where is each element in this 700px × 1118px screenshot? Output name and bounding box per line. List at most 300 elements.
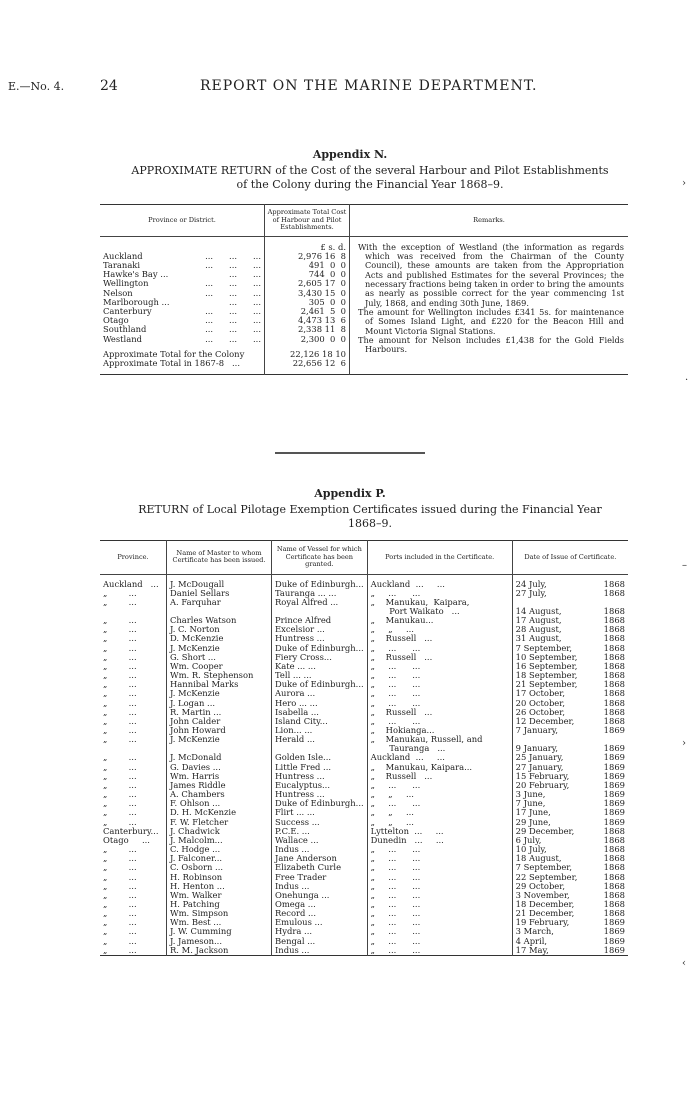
province-cell: „ ... [100, 900, 167, 909]
province-cell: „ ... [100, 772, 167, 781]
remark-text: The amount for Nelson includes £1,438 for the Gold Fields Harbours. [358, 334, 624, 355]
issue-date: 16 September, [515, 661, 578, 671]
issue-date: 29 October, [515, 881, 566, 891]
ports-cell: „ ... ... [367, 909, 512, 918]
issue-date: 10 September, [515, 652, 578, 662]
issue-year: 1868 [603, 890, 625, 900]
table-row [100, 790, 628, 799]
leader-dots: ... ... ... [205, 259, 261, 270]
appendix-p-title [110, 503, 630, 531]
province-cell: „ ... [100, 790, 167, 799]
issue-year: 1869 [603, 762, 625, 772]
appendix-p-title-line2: 1868–9. [348, 517, 392, 530]
province-cell: „ ... [100, 625, 167, 634]
page-header [0, 80, 700, 100]
leader-dots: ... ... ... [205, 305, 261, 316]
issue-date: 19 February, [515, 918, 570, 928]
province-cell: „ ... [100, 689, 167, 698]
cost-value: 2,605 17 0 [265, 279, 350, 288]
vessel-name: Prince Alfred [272, 616, 368, 625]
province-cell: „ ... [100, 937, 167, 946]
issue-year: 1868 [603, 616, 625, 626]
vessel-name: Flirt ... ... [272, 808, 368, 817]
appendix-n-label: Appendix N. [312, 148, 388, 161]
province-cell: „ ... [100, 882, 167, 891]
province-cell: „ ... [100, 854, 167, 863]
issue-date: 3 March, [515, 927, 554, 937]
master-name: J. Jameson... [167, 937, 272, 946]
table-row [100, 927, 628, 936]
issue-year: 1868 [603, 835, 625, 845]
margin-mark: ‹ [682, 958, 686, 969]
province-cell: „ ... [100, 699, 167, 708]
table-row [100, 891, 628, 900]
province-cell: „ ... [100, 634, 167, 643]
ports-cell: Port Waikato ... [367, 607, 512, 616]
master-name: J. McDougall [167, 574, 272, 589]
province-cell: „ ... [100, 891, 167, 900]
harbour-cost-table [100, 204, 628, 375]
master-name: Wm. Walker [167, 891, 272, 900]
ports-cell: „ ... ... [367, 781, 512, 790]
master-name: Daniel Sellars [167, 589, 272, 598]
ports-cell: „ ... ... [367, 699, 512, 708]
vessel-name: Duke of Edinburgh... [272, 574, 368, 589]
appendix-p-title-line1: RETURN of Local Pilotage Exemption Certificates issued during the Financial Year [138, 503, 602, 516]
vessel-name: Success ... [272, 818, 368, 827]
issue-date: 9 January, [515, 744, 559, 754]
table-row [100, 845, 628, 854]
issue-year: 1868 [603, 872, 625, 882]
province-cell: „ ... [100, 680, 167, 689]
currency-header: £ s. d. [265, 236, 350, 252]
issue-year: 1869 [603, 780, 625, 790]
issue-year: 1869 [603, 945, 625, 955]
master-name [167, 607, 272, 616]
master-name: R. M. Jackson [167, 946, 272, 956]
page-title: REPORT ON THE MARINE DEPARTMENT. [200, 78, 538, 94]
table-row [100, 863, 628, 872]
ports-cell: „ ... ... [367, 882, 512, 891]
leader-dots: ... ... ... [205, 287, 261, 298]
ports-cell: „ ... ... [367, 873, 512, 882]
table-row [100, 653, 628, 662]
province-cell: „ ... [100, 753, 167, 762]
vessel-name: Duke of Edinburgh... [272, 644, 368, 653]
col-province-district: Province or District. [100, 205, 265, 237]
province-cell: „ ... [100, 863, 167, 872]
table-row [100, 735, 628, 744]
ports-cell: Dunedin ... ... [367, 836, 512, 845]
vessel-name: Kate ... ... [272, 662, 368, 671]
issue-date: 25 January, [515, 753, 564, 763]
pilotage-certificates-table [100, 540, 628, 956]
province-cell: „ ... [100, 653, 167, 662]
table-row [100, 744, 628, 753]
vessel-name: Free Trader [272, 873, 368, 882]
issue-year: 1869 [603, 918, 625, 928]
province-name: Nelson [103, 287, 133, 298]
remark-text: With the exception of Westland (the information as regards which was received from the Chairman of the County Council), these amounts are taken from the Appropriation Acts and published Estimates for the several Provinces; the necessary fractions being taken in order to bring the amounts as nearly as possible correct for the year commencing 1st July, 1868, and ending 30th June, 1869. [358, 241, 624, 308]
table-row [100, 607, 628, 616]
vessel-name: Excelsior ... [272, 625, 368, 634]
master-name: James Riddle [167, 781, 272, 790]
ports-cell: „ „ ... [367, 625, 512, 634]
issue-year: 1868 [603, 625, 625, 635]
province-name: Southland [103, 324, 147, 335]
province-name: Taranaki [103, 259, 141, 270]
issue-date: 17 October, [515, 689, 566, 699]
issue-year: 1868 [603, 826, 625, 836]
province-cell: Otago ... [100, 836, 167, 845]
issue-year: 1868 [603, 588, 625, 598]
ports-cell: „ ... ... [367, 863, 512, 872]
ports-cell: Auckland ... ... [367, 574, 512, 589]
master-name: Wm. Cooper [167, 662, 272, 671]
total-prev-value: 22,656 12 6 [265, 359, 350, 375]
vessel-name: Hydra ... [272, 927, 368, 936]
table-row [100, 808, 628, 817]
issue-date: 7 September, [515, 643, 573, 653]
ports-cell: „ ... ... [367, 937, 512, 946]
vessel-name: Record ... [272, 909, 368, 918]
vessel-name: Duke of Edinburgh... [272, 799, 368, 808]
master-name: J. McKenzie [167, 735, 272, 744]
issue-date: 17 May, [515, 945, 549, 955]
total-colony-value: 22,126 18 10 [265, 344, 350, 359]
province-cell [100, 744, 167, 753]
issue-year: 1868 [603, 707, 625, 717]
ports-cell: „ „ ... [367, 808, 512, 817]
master-name [167, 744, 272, 753]
province-cell: Auckland ... [100, 574, 167, 589]
master-name: H. Robinson [167, 873, 272, 882]
issue-year: 1869 [603, 799, 625, 809]
table-row [100, 625, 628, 634]
issue-date: 22 September, [515, 872, 578, 882]
issue-year: 1868 [603, 671, 625, 681]
table-row [100, 818, 628, 827]
issue-year: 1868 [603, 863, 625, 873]
table-row [100, 680, 628, 689]
master-name: F. Ohlson ... [167, 799, 272, 808]
table-row [100, 854, 628, 863]
appendix-n-title-line2: of the Colony during the Financial Year 1868–9. [236, 178, 504, 191]
appendix-n-title-line1: APPROXIMATE RETURN of the Cost of the several Harbour and Pilot Establishments [131, 164, 609, 177]
issue-date: 29 June, [515, 817, 551, 827]
province-name: Wellington [103, 278, 149, 289]
master-name: J. Falconer... [167, 854, 272, 863]
ports-cell: „ Manukau, Kaipara, [367, 598, 512, 607]
master-name: Hannibal Marks [167, 680, 272, 689]
vessel-name: Aurora ... [272, 689, 368, 698]
issue-year: 1869 [603, 744, 625, 754]
province-name: Canterbury [103, 305, 152, 316]
vessel-name: Herald ... [272, 735, 368, 744]
province-cell: „ ... [100, 763, 167, 772]
province-cell: „ ... [100, 644, 167, 653]
cost-value: 4,473 13 6 [265, 316, 350, 325]
issue-year: 1868 [603, 661, 625, 671]
section-divider [275, 452, 425, 454]
vessel-name: Jane Anderson [272, 854, 368, 863]
province-name: Marlborough ... [103, 296, 170, 307]
issue-date: 3 November, [515, 890, 570, 900]
col-remarks: Remarks. [350, 205, 629, 237]
issue-year: 1869 [603, 936, 625, 946]
vessel-name: Huntress ... [272, 772, 368, 781]
table-row [100, 900, 628, 909]
province-cell: „ ... [100, 873, 167, 882]
master-name: Wm. R. Stephenson [167, 671, 272, 680]
issue-date: 28 August, [515, 625, 562, 635]
province-cell: „ ... [100, 918, 167, 927]
leader-dots: ... ... ... [205, 333, 261, 344]
vessel-name: Little Fred ... [272, 763, 368, 772]
province-cell: „ ... [100, 671, 167, 680]
issue-year: 1868 [603, 680, 625, 690]
cost-value: 2,300 0 0 [265, 335, 350, 344]
master-name: J. Chadwick [167, 827, 272, 836]
master-name: D. McKenzie [167, 634, 272, 643]
issue-year: 1868 [603, 606, 625, 616]
master-name: Wm. Best ... [167, 918, 272, 927]
table-row [100, 781, 628, 790]
ports-cell: „ ... ... [367, 900, 512, 909]
table-row [100, 772, 628, 781]
issue-year: 1869 [603, 817, 625, 827]
ports-cell: „ Manukau, Russell, and [367, 735, 512, 744]
table-row [100, 763, 628, 772]
issue-date: 14 August, [515, 606, 562, 616]
province-name: Otago [103, 315, 129, 326]
table-row [100, 799, 628, 808]
issue-date: 20 October, [515, 698, 566, 708]
remarks-cell [350, 236, 629, 375]
master-name: John Calder [167, 717, 272, 726]
province-cell: „ ... [100, 616, 167, 625]
master-name: G. Davies ... [167, 763, 272, 772]
leader-dots: ... ... ... [205, 250, 261, 261]
issue-date: 26 October, [515, 707, 566, 717]
vessel-name: Omega ... [272, 900, 368, 909]
vessel-name: Eucalyptus... [272, 781, 368, 790]
issue-date: 21 December, [515, 909, 575, 919]
total-prev-label: Approximate Total in 1867-8 ... [100, 359, 265, 375]
master-name: D. H. McKenzie [167, 808, 272, 817]
table-row [100, 918, 628, 927]
issue-year: 1868 [603, 689, 625, 699]
table-row [100, 689, 628, 698]
issue-year: 1868 [603, 881, 625, 891]
vessel-name: Isabella ... [272, 708, 368, 717]
ports-cell: „ ... ... [367, 589, 512, 598]
issue-date: 17 June, [515, 808, 551, 818]
vessel-name: Indus ... [272, 845, 368, 854]
cost-value: 305 0 0 [265, 298, 350, 307]
vessel-name: Tauranga ... ... [272, 589, 368, 598]
province-cell: „ ... [100, 726, 167, 735]
issue-year: 1869 [603, 808, 625, 818]
issue-year: 1869 [603, 726, 625, 735]
leader-dots: ... ... [229, 296, 261, 307]
issue-year: 1868 [603, 578, 625, 589]
ports-cell: „ Russell ... [367, 653, 512, 662]
master-name: C. Hodge ... [167, 845, 272, 854]
margin-mark: › [682, 738, 686, 749]
province-cell: „ ... [100, 909, 167, 918]
province-name: Auckland [103, 250, 143, 261]
margin-mark: – [682, 560, 687, 571]
table-row [100, 753, 628, 762]
table-row [100, 671, 628, 680]
vessel-name: Elizabeth Curle [272, 863, 368, 872]
issue-date: 10 July, [515, 845, 547, 855]
section-number: E.—No. 4. [8, 80, 65, 93]
master-name: G. Short ... [167, 653, 272, 662]
master-name: R. Martin ... [167, 708, 272, 717]
ports-cell: „ Manukau... [367, 616, 512, 625]
province-cell: „ ... [100, 808, 167, 817]
issue-date: 20 February, [515, 780, 570, 790]
vessel-name: Indus ... [272, 882, 368, 891]
table-row [100, 708, 628, 717]
issue-year: 1868 [603, 698, 625, 708]
table-row [100, 662, 628, 671]
province-cell: „ ... [100, 845, 167, 854]
ports-cell: Lyttelton ... ... [367, 827, 512, 836]
master-name: Wm. Harris [167, 772, 272, 781]
issue-year: 1868 [603, 909, 625, 919]
cost-value: 2,976 16 8 [265, 252, 350, 261]
page-number: 24 [100, 78, 118, 94]
ports-cell: „ ... ... [367, 891, 512, 900]
province-name: Westland [103, 333, 142, 344]
issue-date: 7 January, [515, 726, 559, 735]
ports-cell: „ ... ... [367, 799, 512, 808]
ports-cell: „ ... ... [367, 927, 512, 936]
ports-cell: „ ... ... [367, 717, 512, 726]
issue-date: 3 June, [515, 790, 546, 800]
vessel-name: Royal Alfred ... [272, 598, 368, 607]
col-ports: Ports included in the Certificate. [367, 541, 512, 575]
vessel-name: Lion... ... [272, 726, 368, 735]
vessel-name: Indus ... [272, 946, 368, 956]
province-name: Hawke's Bay ... [103, 269, 169, 280]
table-row [100, 946, 628, 956]
table-row [100, 644, 628, 653]
ports-cell: „ ... ... [367, 689, 512, 698]
issue-date: 21 September, [515, 680, 578, 690]
vessel-name: Wallace ... [272, 836, 368, 845]
province-cell: „ ... [100, 781, 167, 790]
col-total-cost: Approximate Total Cost of Harbour and Pilot Establishments. [265, 205, 350, 237]
issue-date: 15 February, [515, 771, 570, 781]
issue-date: 29 December, [515, 826, 575, 836]
table-row [100, 726, 628, 735]
ports-cell: „ ... ... [367, 680, 512, 689]
issue-date: 18 December, [515, 899, 575, 909]
province-cell [100, 607, 167, 616]
master-name: J. McKenzie [167, 689, 272, 698]
appendix-n-title [110, 164, 630, 192]
leader-dots: ... ... [229, 269, 261, 280]
province-cell: „ ... [100, 818, 167, 827]
province-cell: „ ... [100, 717, 167, 726]
ports-cell: Tauranga ... [367, 744, 512, 753]
issue-date: 12 December, [515, 716, 575, 726]
vessel-name: Emulous ... [272, 918, 368, 927]
issue-date: 4 April, [515, 936, 548, 946]
col-province: Province. [100, 541, 167, 575]
province-cell: „ ... [100, 735, 167, 744]
master-name: Charles Watson [167, 616, 272, 625]
vessel-name [272, 744, 368, 753]
province-cell: „ ... [100, 946, 167, 956]
appendix-p-label: Appendix P. [314, 487, 386, 500]
table-row [100, 634, 628, 643]
table-row [100, 909, 628, 918]
ports-cell: „ ... ... [367, 662, 512, 671]
issue-year: 1868 [603, 652, 625, 662]
vessel-name: Bengal ... [272, 937, 368, 946]
issue-date: 6 July, [515, 835, 542, 845]
issue-year: 1869 [603, 771, 625, 781]
issue-date: 31 August, [515, 634, 562, 644]
vessel-name: P.C.E. ... [272, 827, 368, 836]
leader-dots: ... ... ... [205, 278, 261, 289]
vessel-name: Duke of Edinburgh... [272, 680, 368, 689]
master-name: J. Malcolm... [167, 836, 272, 845]
issue-year: 1868 [603, 716, 625, 726]
master-name: F. W. Fletcher [167, 818, 272, 827]
ports-cell: „ ... ... [367, 845, 512, 854]
ports-cell: „ Russell ... [367, 708, 512, 717]
master-name: A. Chambers [167, 790, 272, 799]
issue-year: 1869 [603, 927, 625, 937]
master-name: J. W. Cumming [167, 927, 272, 936]
table-row [100, 616, 628, 625]
vessel-name: Hero ... ... [272, 699, 368, 708]
master-name: Wm. Simpson [167, 909, 272, 918]
province-cell: „ ... [100, 927, 167, 936]
harbour-cost-body [100, 236, 628, 375]
issue-date: 27 January, [515, 762, 564, 772]
province-cell: „ ... [100, 799, 167, 808]
master-name: A. Farquhar [167, 598, 272, 607]
province-cell: Canterbury... [100, 827, 167, 836]
issue-year: 1868 [603, 634, 625, 644]
master-name: J. McKenzie [167, 644, 272, 653]
vessel-name: Onehunga ... [272, 891, 368, 900]
cost-value: 744 0 0 [265, 270, 350, 279]
ports-cell: „ „ ... [367, 790, 512, 799]
ports-cell: „ Russell ... [367, 772, 512, 781]
table-row [100, 836, 628, 845]
col-master: Name of Master to whom Certificate has been issued. [167, 541, 272, 575]
ports-cell: „ „ ... [367, 818, 512, 827]
master-name: C. Osborn ... [167, 863, 272, 872]
vessel-name: Tell ... ... [272, 671, 368, 680]
vessel-name: Fiery Cross... [272, 653, 368, 662]
vessel-name [272, 607, 368, 616]
master-name: J. Logan ... [167, 699, 272, 708]
leader-dots: ... ... ... [205, 315, 261, 326]
issue-year: 1869 [603, 790, 625, 800]
ports-cell: Auckland ... ... [367, 753, 512, 762]
table-row [100, 827, 628, 836]
table-row [100, 937, 628, 946]
